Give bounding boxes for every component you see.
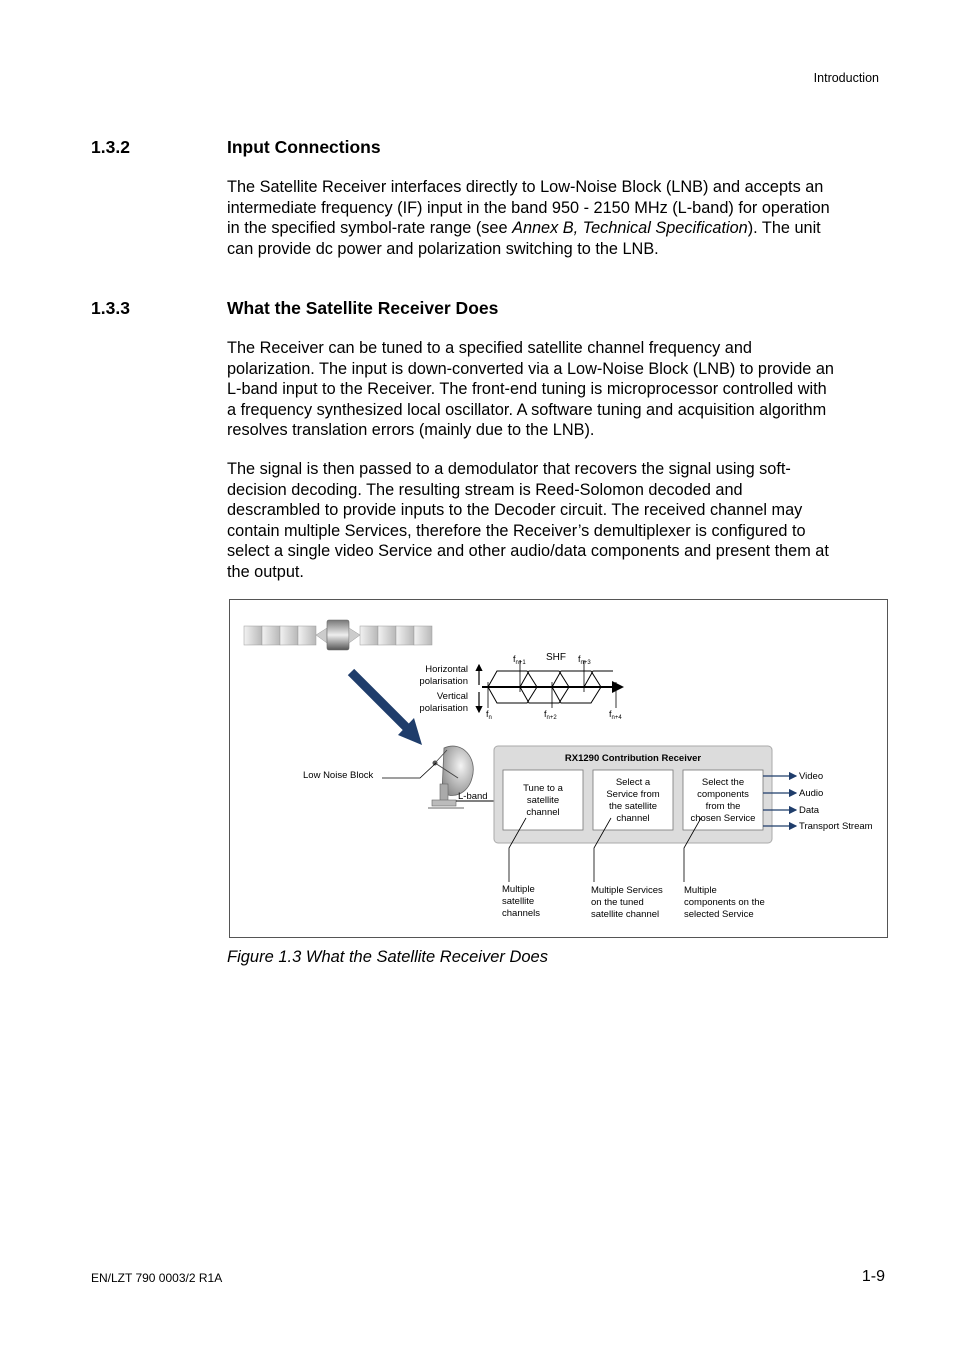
- text-line: The signal is then passed to a demodulator that recovers the signal using soft-: [227, 460, 791, 478]
- section-title: What the Satellite Receiver Does: [227, 298, 499, 318]
- block-text: Select the: [701, 777, 745, 788]
- freq-label: [578, 654, 591, 666]
- annex-reference: Annex B, Technical Specification: [512, 219, 748, 237]
- receiver-title: RX1290 Contribution Receiver: [564, 753, 702, 764]
- note-text: satellite channel: [591, 909, 660, 920]
- text-line: L-band input to the Receiver. The front-end tuning is microprocessor controlled with: [227, 380, 827, 398]
- note-text: Multiple: [684, 885, 717, 896]
- freq-label: [609, 709, 622, 721]
- freq-subscript: n+1: [515, 660, 526, 666]
- text-line: The Satellite Receiver interfaces directly to Low-Noise Block (LNB) and accepts an: [227, 178, 824, 196]
- text-line: polarization. The input is down-converted via a Low-Noise Block (LNB) to provide an: [227, 359, 834, 378]
- text-line: [227, 218, 892, 239]
- text-line: resolves translation errors (mainly due to the LNB).: [227, 421, 595, 439]
- downlink-arrow: [351, 672, 422, 745]
- block-text: from the: [705, 801, 741, 812]
- text-run: ). The unit: [747, 219, 821, 237]
- running-header: Introduction: [813, 71, 879, 85]
- section-title: Input Connections: [227, 137, 381, 157]
- vertical-label: Vertical: [436, 691, 468, 702]
- note-text: selected Service: [684, 909, 754, 920]
- note-text: channels: [502, 908, 541, 919]
- lnb-label: Low Noise Block: [303, 770, 374, 781]
- text-line: descrambled to provide inputs to the Decoder circuit. The received channel may: [227, 501, 803, 519]
- note-text: satellite: [502, 896, 535, 907]
- block-text: Select a: [615, 777, 651, 788]
- freq-symbol: f: [486, 709, 489, 719]
- horizontal-label: Horizontal: [425, 664, 468, 675]
- shf-label: SHF: [546, 652, 566, 663]
- note-text: Multiple Services: [591, 885, 663, 896]
- paragraph: [227, 338, 892, 441]
- block-text: chosen Service: [690, 813, 756, 824]
- freq-subscript: n+4: [611, 715, 622, 721]
- block-text: components: [697, 789, 749, 800]
- output-label: Transport Stream: [799, 821, 873, 832]
- lnb-pointer: [382, 763, 436, 778]
- block-text: Tune to a: [523, 783, 563, 794]
- block-text: Service from: [606, 789, 660, 800]
- horizontal-label: polarisation: [419, 676, 468, 687]
- section-number: 1.3.3: [91, 298, 130, 318]
- output-label: Video: [799, 771, 824, 782]
- section-number: 1.3.2: [91, 137, 130, 157]
- note-text: Multiple: [502, 884, 535, 895]
- freq-subscript: n: [488, 715, 492, 721]
- block-text: channel: [616, 813, 650, 824]
- text-line: decision decoding. The resulting stream is Reed-Solomon decoded and: [227, 480, 743, 499]
- document-id: EN/LZT 790 0003/2 R1A: [91, 1271, 223, 1285]
- freq-symbol: f: [609, 709, 612, 719]
- page-number: 1-9: [861, 1268, 885, 1285]
- figure-caption: Figure 1.3 What the Satellite Receiver Does: [227, 948, 548, 966]
- block-text: satellite: [526, 795, 560, 806]
- freq-label: [486, 709, 492, 721]
- block-text: the satellite: [608, 801, 658, 812]
- text-line: contain multiple Services, therefore the Receiver’s demultiplexer is configured to: [227, 521, 806, 540]
- satellite-icon: [244, 620, 432, 650]
- vertical-label: polarisation: [419, 703, 468, 714]
- output-label: Audio: [799, 788, 824, 799]
- text-line: a frequency synthesized local oscillator. A software tuning and acquisition algorithm: [227, 400, 827, 419]
- freq-subscript: n+3: [580, 660, 591, 666]
- satellite-receiver-diagram: [230, 600, 887, 937]
- freq-symbol: f: [544, 709, 547, 719]
- freq-subscript: n+2: [546, 715, 557, 721]
- block-text: channel: [526, 807, 560, 818]
- note-text: components on the: [684, 897, 765, 908]
- text-line: The Receiver can be tuned to a specified satellite channel frequency and: [227, 339, 752, 357]
- lband-label: L-band: [458, 791, 488, 802]
- frequency-spectrum: [482, 660, 622, 708]
- freq-symbol: f: [578, 654, 581, 664]
- paragraph: [227, 177, 892, 259]
- freq-symbol: f: [513, 654, 516, 664]
- paragraph: [227, 459, 892, 582]
- output-label: Data: [799, 805, 820, 816]
- text-line: intermediate frequency (IF) input in the band 950 - 2150 MHz (L-band) for operation: [227, 198, 830, 217]
- note-text: on the tuned: [591, 897, 644, 908]
- freq-label: [544, 709, 557, 721]
- text-run: in the specified symbol-rate range (see: [227, 219, 513, 237]
- figure-frame: [229, 599, 888, 938]
- freq-label: [513, 654, 526, 666]
- text-line: the output.: [227, 562, 304, 581]
- text-line: select a single video Service and other audio/data components and present them at: [227, 542, 829, 560]
- text-line: can provide dc power and polarization switching to the LNB.: [227, 239, 659, 258]
